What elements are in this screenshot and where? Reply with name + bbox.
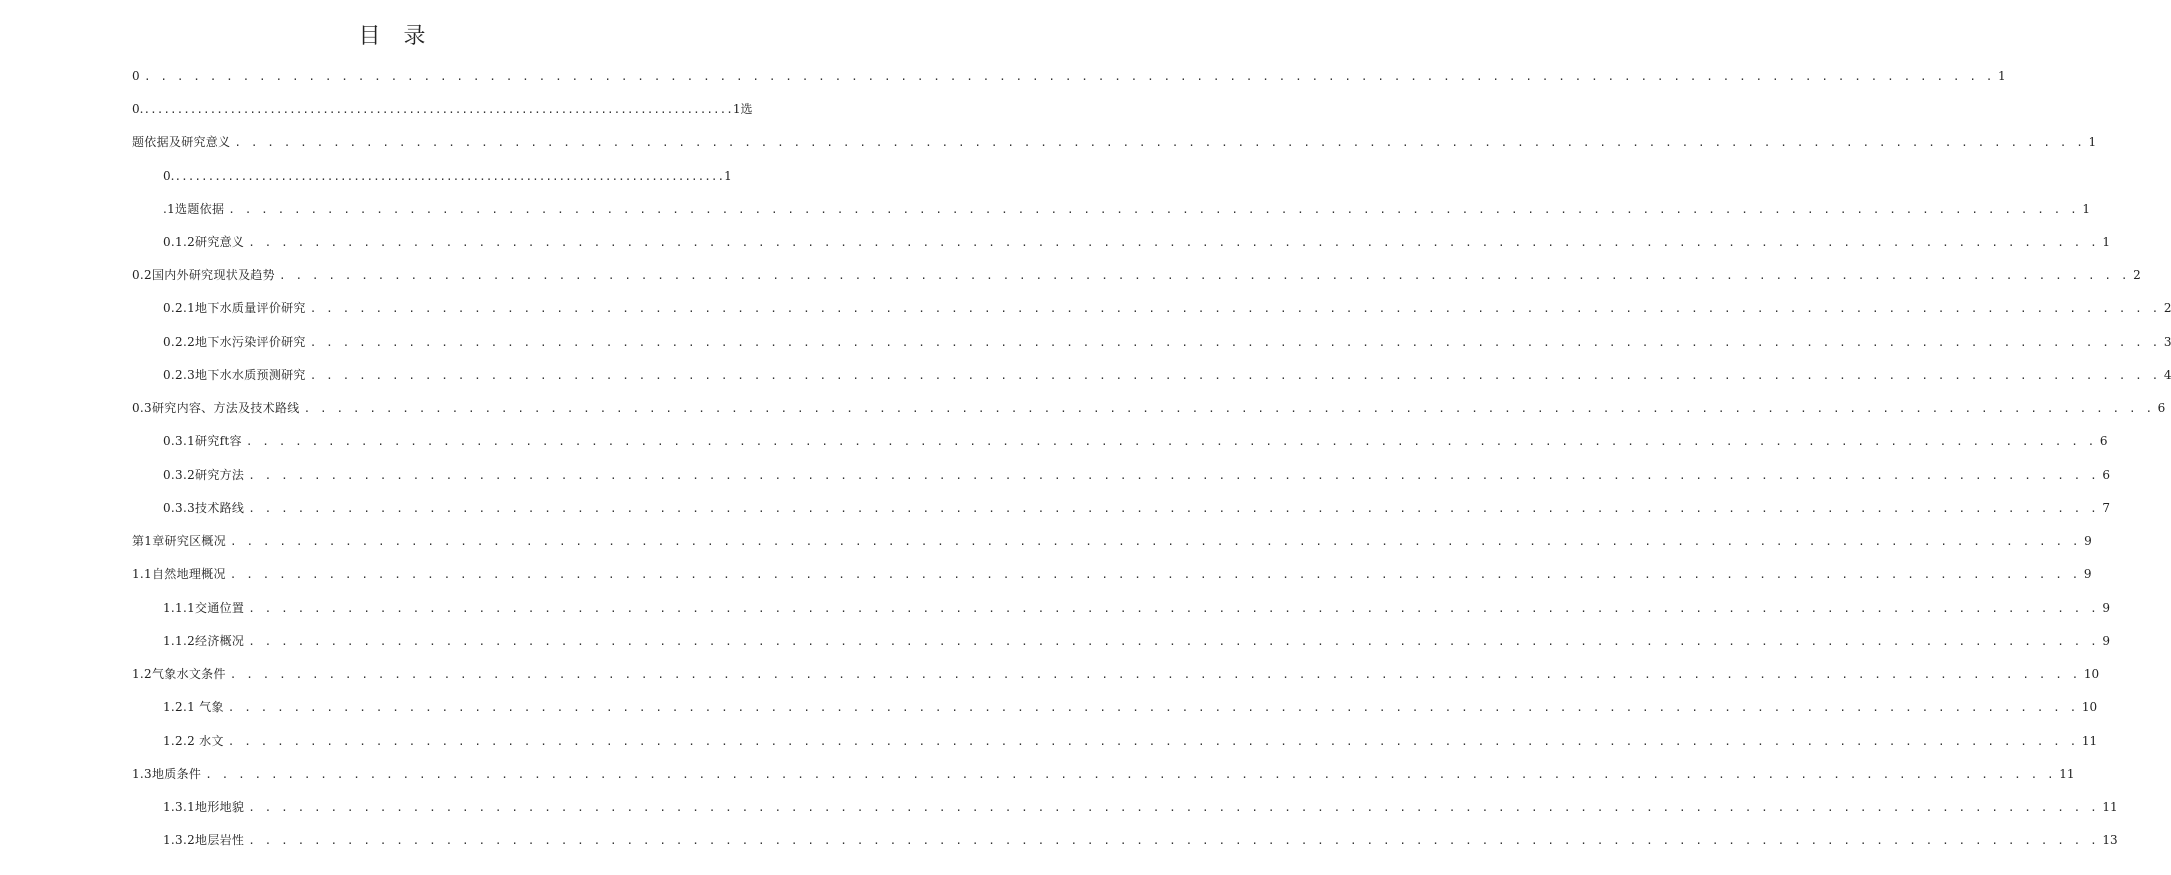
dot-leader (234, 131, 2084, 155)
toc-entry-page: 3 (2163, 335, 2171, 349)
dot-leader: ......................................................................................... (143, 103, 733, 116)
toc-entry[interactable] (163, 363, 2171, 387)
toc-entry-page: 1 (1998, 69, 2006, 83)
toc-entry-page: 2 (2163, 301, 2171, 315)
dot-leader (230, 563, 2080, 587)
page-title: 目 录 (358, 24, 434, 49)
dot-leader: ................................................................................... (174, 170, 725, 183)
toc-entry-label: 0. (132, 102, 144, 116)
toc-entry-page: 6 (2102, 468, 2110, 482)
dot-leader (228, 198, 2078, 222)
toc-entry[interactable] (163, 164, 732, 188)
toc-entry[interactable] (163, 197, 2090, 221)
toc-entry-label: 题依据及研究意义 (132, 135, 231, 149)
dot-leader (246, 430, 2096, 454)
toc-entry-page: 6 (2099, 434, 2108, 448)
dot-leader (310, 331, 2160, 355)
toc-entry-page: 7 (2102, 501, 2110, 515)
toc-entry[interactable] (163, 230, 2110, 254)
toc-entry-page: 11 (2059, 767, 2075, 781)
toc-entry-page: 13 (2102, 833, 2118, 847)
toc-entry-label: 1.2.1 气象 (163, 700, 224, 714)
toc-entry[interactable] (132, 130, 2097, 154)
toc-entry-label: 0. (163, 169, 175, 183)
toc-entry-page: 1 (2102, 235, 2110, 249)
toc-entry-label: 1.1.2经济概况 (163, 634, 245, 648)
dot-leader (205, 763, 2055, 787)
toc-entry-label: 1.1.1交通位置 (163, 601, 245, 615)
toc-entry[interactable] (163, 596, 2110, 620)
toc-entry[interactable] (163, 629, 2110, 653)
toc-entry-label: 0.3.3技术路线 (163, 501, 245, 515)
toc-entry[interactable] (132, 529, 2092, 553)
toc-entry[interactable] (132, 97, 753, 121)
dot-leader (248, 630, 2098, 654)
toc-entry[interactable] (163, 729, 2098, 753)
toc-entry-label: 0.1.2研究意义 (163, 235, 245, 249)
toc-entry-page: 10 (2083, 667, 2100, 681)
dot-leader (230, 530, 2080, 554)
toc-entry-label: 0.3.1研究ft容 (163, 434, 242, 448)
toc-entry-page: 9 (2084, 534, 2092, 548)
toc-entry[interactable] (163, 296, 2171, 320)
dot-leader (230, 663, 2080, 687)
dot-leader (310, 297, 2160, 321)
toc-entry[interactable] (163, 463, 2110, 487)
dot-leader (248, 464, 2098, 488)
toc-entry-page: 9 (2102, 634, 2110, 648)
toc-entry-page: 1 (2088, 135, 2097, 149)
toc-entry-page: 4 (2163, 368, 2171, 382)
toc-entry-page: 1 (2082, 202, 2090, 216)
toc-entry-label: 1.3.1地形地貌 (163, 800, 245, 814)
toc-entry-label: 0.3研究内容、方法及技术路线 (132, 401, 300, 415)
toc-entry[interactable] (132, 562, 2092, 586)
toc-entry-page: 9 (2083, 567, 2092, 581)
toc-entry-label: 0.3.2研究方法 (163, 468, 245, 482)
toc-entry[interactable] (163, 695, 2098, 719)
toc-entry-label: 1.2气象水文条件 (132, 667, 226, 681)
dot-leader (310, 364, 2160, 388)
toc-entry-label: 0.2.3地下水水质预测研究 (163, 368, 306, 382)
toc-entry-page: 1 (724, 169, 732, 183)
dot-leader (248, 231, 2098, 255)
dot-leader (248, 597, 2098, 621)
toc-entry-label: 0.2.2地下水污染评价研究 (163, 335, 306, 349)
dot-leader (144, 65, 1994, 89)
dot-leader (248, 796, 2098, 820)
toc-entry-label: .1选题依据 (163, 202, 225, 216)
dot-leader (228, 696, 2078, 720)
toc-entry-page: 9 (2102, 601, 2110, 615)
toc-entry-page: 11 (2081, 734, 2098, 748)
dot-leader (304, 397, 2154, 421)
toc-entry[interactable] (163, 828, 2118, 852)
toc-entry-label: 1.2.2 水文 (163, 734, 224, 748)
toc-entry-label: 1.3地质条件 (132, 767, 202, 781)
dot-leader (248, 829, 2098, 853)
toc-entry-page: 2 (2133, 268, 2141, 282)
table-of-contents (0, 60, 2171, 860)
toc-entry-label: 1.1自然地理概况 (132, 567, 226, 581)
dot-leader (279, 264, 2129, 288)
toc-entry[interactable] (132, 263, 2141, 287)
toc-entry[interactable] (163, 429, 2108, 453)
toc-entry-page: 1选 (732, 102, 753, 116)
dot-leader (228, 730, 2078, 754)
toc-entry-label: 0.2.1地下水质量评价研究 (163, 301, 306, 315)
toc-entry-label: 0.2国内外研究现状及趋势 (132, 268, 275, 282)
toc-entry[interactable] (163, 795, 2118, 819)
toc-entry-page: 6 (2157, 401, 2166, 415)
toc-entry-label: 0 (132, 69, 140, 83)
toc-entry[interactable] (132, 64, 2006, 88)
toc-entry-page: 11 (2102, 800, 2118, 814)
toc-entry-page: 10 (2081, 700, 2098, 714)
dot-leader (248, 497, 2098, 521)
toc-entry-label: 1.3.2地层岩性 (163, 833, 245, 847)
toc-entry[interactable] (132, 662, 2100, 686)
toc-entry[interactable] (163, 496, 2110, 520)
toc-entry[interactable] (163, 330, 2171, 354)
toc-entry[interactable] (132, 396, 2166, 420)
toc-entry-label: 第1章研究区概况 (132, 534, 227, 548)
toc-entry[interactable] (132, 762, 2075, 786)
